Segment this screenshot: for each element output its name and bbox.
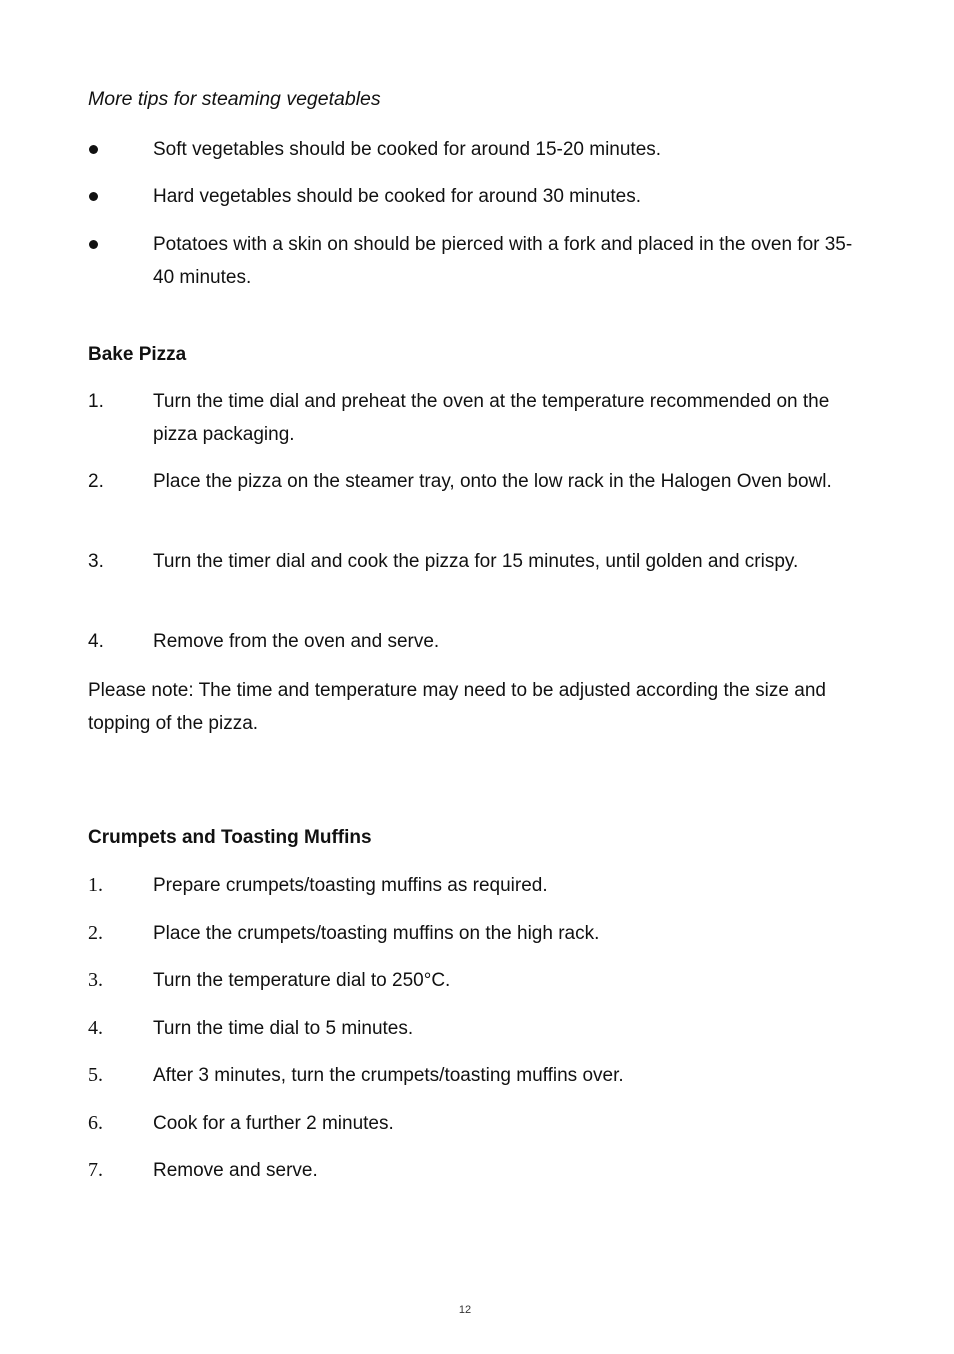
crumpets-step [88,1154,868,1187]
step-text: Place the crumpets/toasting muffins on the high rack. [153,923,600,944]
step-number: 4. [88,1017,103,1039]
step-number: 2. [88,922,103,944]
steaming-bullet-item [88,180,868,213]
step-text: Turn the time dial and preheat the oven at the temperature recommended on the pizza packaging. [153,391,830,445]
step-text: Cook for a further 2 minutes. [153,1113,394,1134]
steaming-bullet-item [88,133,868,166]
step-text: Remove from the oven and serve. [153,631,440,652]
step-text: Place the pizza on the steamer tray, onto the low rack in the Halogen Oven bowl. [153,471,832,492]
crumpets-step [88,869,868,902]
step-number: 1. [88,874,103,896]
pizza-step [88,465,868,498]
step-number: 4. [88,631,104,652]
steaming-tips-heading: More tips for steaming vegetables [88,88,381,110]
step-number: 2. [88,471,104,492]
step-text: Turn the time dial to 5 minutes. [153,1018,414,1039]
step-number: 7. [88,1159,103,1181]
pizza-step [88,385,868,451]
step-number: 6. [88,1112,103,1134]
crumpets-step [88,964,868,997]
crumpets-step [88,1107,868,1140]
bullet-text: Potatoes with a skin on should be pierced with a fork and placed in the oven for 35-40 minutes. [153,234,853,288]
crumpets-step [88,1012,868,1045]
pizza-step [88,545,868,578]
step-text: Remove and serve. [153,1160,318,1181]
step-number: 3. [88,969,103,991]
step-text: Turn the timer dial and cook the pizza for 15 minutes, until golden and crispy. [153,551,799,572]
crumpets-step [88,917,868,950]
pizza-step [88,625,868,658]
steaming-bullet-item [88,228,868,294]
crumpets-heading: Crumpets and Toasting Muffins [88,827,372,848]
bullet-text: Hard vegetables should be cooked for around 30 minutes. [153,186,641,207]
step-number: 3. [88,551,104,572]
bake-pizza-heading: Bake Pizza [88,344,187,365]
step-text: After 3 minutes, turn the crumpets/toasting muffins over. [153,1065,624,1086]
step-number: 5. [88,1064,103,1086]
page-number: 12 [458,1304,472,1316]
step-text: Turn the temperature dial to 250°C. [153,970,451,991]
pizza-note: Please note: The time and temperature may need to be adjusted according the size and topping of the pizza. [88,680,826,734]
step-number: 1. [88,391,104,412]
step-text: Prepare crumpets/toasting muffins as required. [153,875,548,896]
bullet-text: Soft vegetables should be cooked for around 15-20 minutes. [153,139,662,160]
crumpets-step [88,1059,868,1092]
